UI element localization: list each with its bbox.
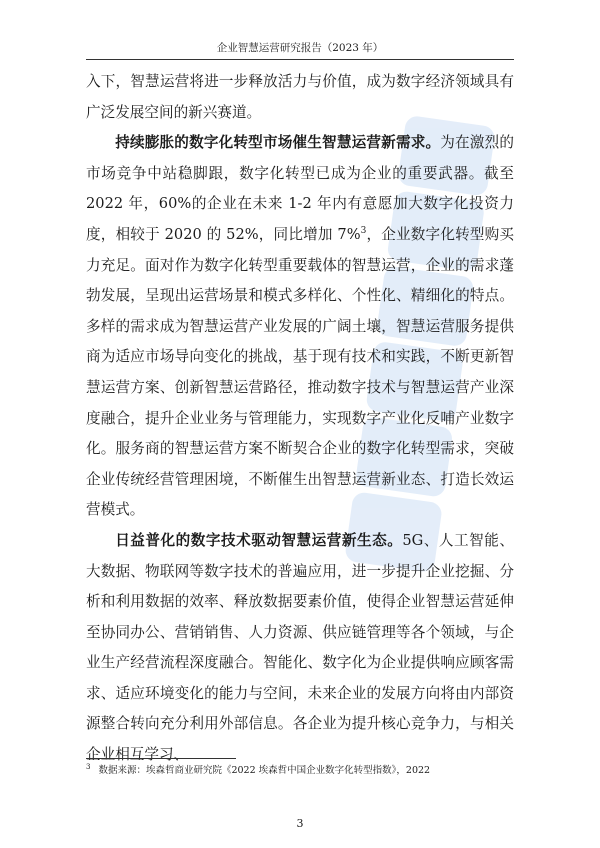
- footnote-text: 数据来源：埃森哲商业研究院《2022 埃森哲中国企业数字化转型指数》，2022: [98, 765, 431, 776]
- paragraph-2-lead: 持续膨胀的数字化转型市场催生智慧运营新需求。: [115, 134, 441, 152]
- paragraph-1-text: 入下，智慧运营将进一步释放活力与价值，成为数字经济领域具有广泛发展空间的新兴赛道。: [86, 73, 514, 121]
- footnote-number: 3: [86, 762, 91, 771]
- page-number: 3: [296, 817, 304, 830]
- paragraph-2-text-a: 为在激烈的市场竞争中站稳脚跟，数字化转型已成为企业的重要武器。截至 2022 年，60%的企业在未来 1-2 年内有意愿加大数字化投资力度，相较于 2020 的 52%，同比增加 7%: [86, 134, 514, 243]
- paragraph-3-text: 5G、人工智能、大数据、物联网等数字技术的普遍应用，进一步提升企业挖掘、分析和利用数据的效率、释放数据要素价值，使得企业智慧运营延伸至协同办公、营销销售、人力资源、供应链管理等各个领域，与企业生产经营流程深度融合。智能化、数字化为企业提供响应顾客需求、适应环境变化的能力与空间，未来企业的发展方向将由内部资源整合转向充分利用外部信息。各企业为提升核心竞争力，与相关企业相互学习、: [86, 531, 514, 764]
- report-title: 企业智慧运营研究报告（2023 年）: [216, 42, 384, 54]
- footnote-ref[interactable]: 3: [360, 226, 367, 237]
- paragraph-2-text-b: ，企业数字化转型购买力充足。面对作为数字化转型重要载体的智慧运营，企业的需求蓬勃发展，呈现出运营场景和模式多样化、个性化、精细化的特点。多样的需求成为智慧运营产业发展的广阔土壤，智慧运营服务提供商为适应市场导向变化的挑战，基于现有技术和实践，不断更新智慧运营方案、创新智慧运营路径，推动数字技术与智慧运营产业深度融合，提升企业业务与管理能力，实现数字产业化反哺产业数字化。服务商的智慧运营方案不断契合企业的数字化转型需求，突破企业传统经营管理困境，不断催生出智慧运营新业态、打造长效运营模式。: [86, 225, 514, 519]
- footnote-divider: [86, 758, 236, 759]
- paragraph-digital-tech: [86, 526, 514, 771]
- running-header: [86, 40, 514, 60]
- paragraph-3-lead: 日益普化的数字技术驱动智慧运营新生态。: [115, 531, 403, 549]
- paragraph-market-demand: [86, 128, 514, 526]
- paragraph-continuation: [86, 67, 514, 128]
- footnote: [86, 764, 514, 778]
- body-text: [86, 67, 514, 771]
